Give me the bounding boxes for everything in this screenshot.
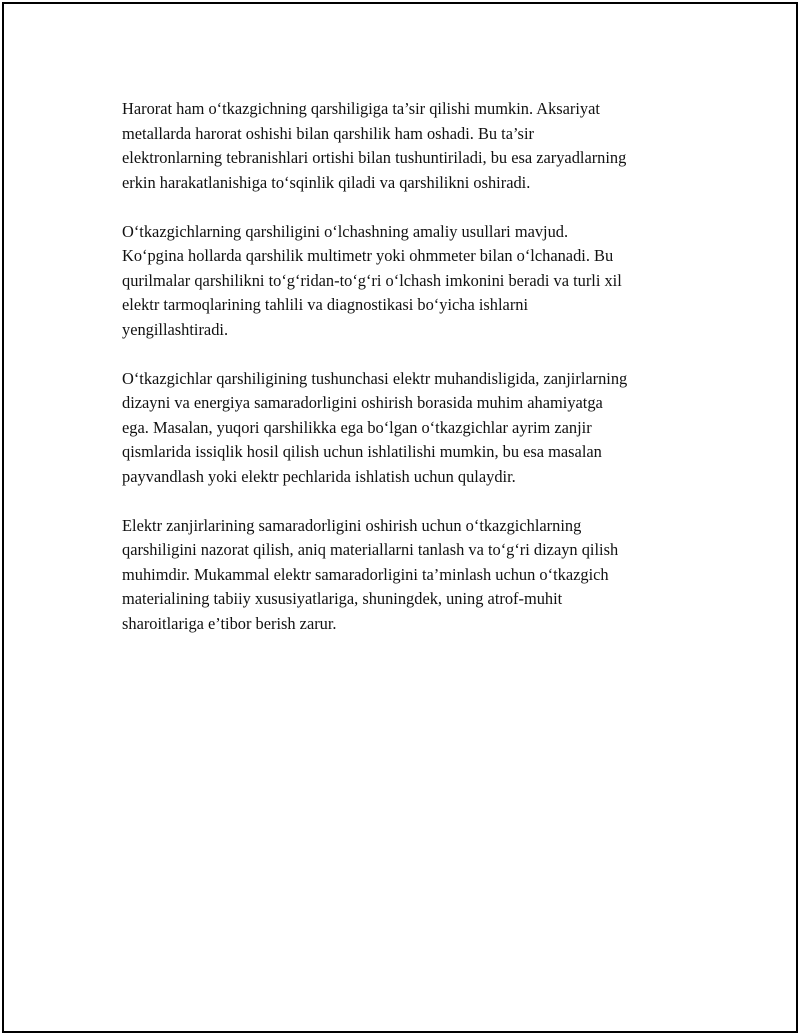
text-line: materialining tabiiy xususiyatlariga, shuningdek, uning atrof-muhit: [122, 589, 563, 608]
text-line: Elektr zanjirlarining samaradorligini oshirish uchun o‘tkazgichlarning: [122, 515, 582, 535]
paragraph-efficiency: [122, 514, 702, 637]
text-line: Harorat ham o‘tkazgichning qarshiligiga ta’sir qilishi mumkin. Aksariyat: [122, 99, 600, 118]
paragraph-temperature: [122, 97, 702, 195]
text-line: metallarda harorat oshishi bilan qarshilik ham oshadi. Bu ta’sir: [122, 123, 534, 143]
paragraph-measurement: [122, 220, 702, 343]
text-line: sharoitlariga e’tibor berish zarur.: [122, 613, 337, 633]
text-line: qismlarida issiqlik hosil qilish uchun ishlatilishi mumkin, bu esa masalan: [122, 442, 602, 461]
page-content: [122, 97, 702, 661]
text-line: qarshiligini nazorat qilish, aniq materiallarni tanlash va to‘g‘ri dizayn qilish: [122, 540, 619, 559]
text-line: Ko‘pgina hollarda qarshilik multimetr yoki ohmmeter bilan o‘lchanadi. Bu: [122, 246, 614, 265]
text-line: elektr tarmoqlarining tahlili va diagnostikasi bo‘yicha ishlarni: [122, 295, 529, 314]
text-line: O‘tkazgichlarning qarshiligini o‘lchashning amaliy usullari mavjud.: [122, 221, 569, 241]
text-line: elektronlarning tebranishlari ortishi bilan tushuntiriladi, bu esa zaryadlarning: [122, 148, 627, 167]
paragraph-engineering: [122, 367, 702, 490]
text-line: ega. Masalan, yuqori qarshilikka ega bo‘lgan o‘tkazgichlar ayrim zanjir: [122, 417, 592, 437]
text-line: qurilmalar qarshilikni to‘g‘ridan-to‘g‘ri o‘lchash imkonini beradi va turli xil: [122, 270, 622, 290]
text-line: O‘tkazgichlar qarshiligining tushunchasi elektr muhandisligida, zanjirlarning: [122, 368, 628, 388]
text-line: yengillashtiradi.: [122, 319, 229, 339]
text-line: payvandlash yoki elektr pechlarida ishlatish uchun qulaydir.: [122, 466, 516, 486]
text-line: erkin harakatlanishiga to‘sqinlik qiladi va qarshilikni oshiradi.: [122, 172, 531, 192]
text-line: dizayni va energiya samaradorligini oshirish borasida muhim ahamiyatga: [122, 393, 603, 412]
text-line: muhimdir. Mukammal elektr samaradorligini ta’minlash uchun o‘tkazgich: [122, 564, 609, 584]
page-frame: [2, 2, 798, 1033]
